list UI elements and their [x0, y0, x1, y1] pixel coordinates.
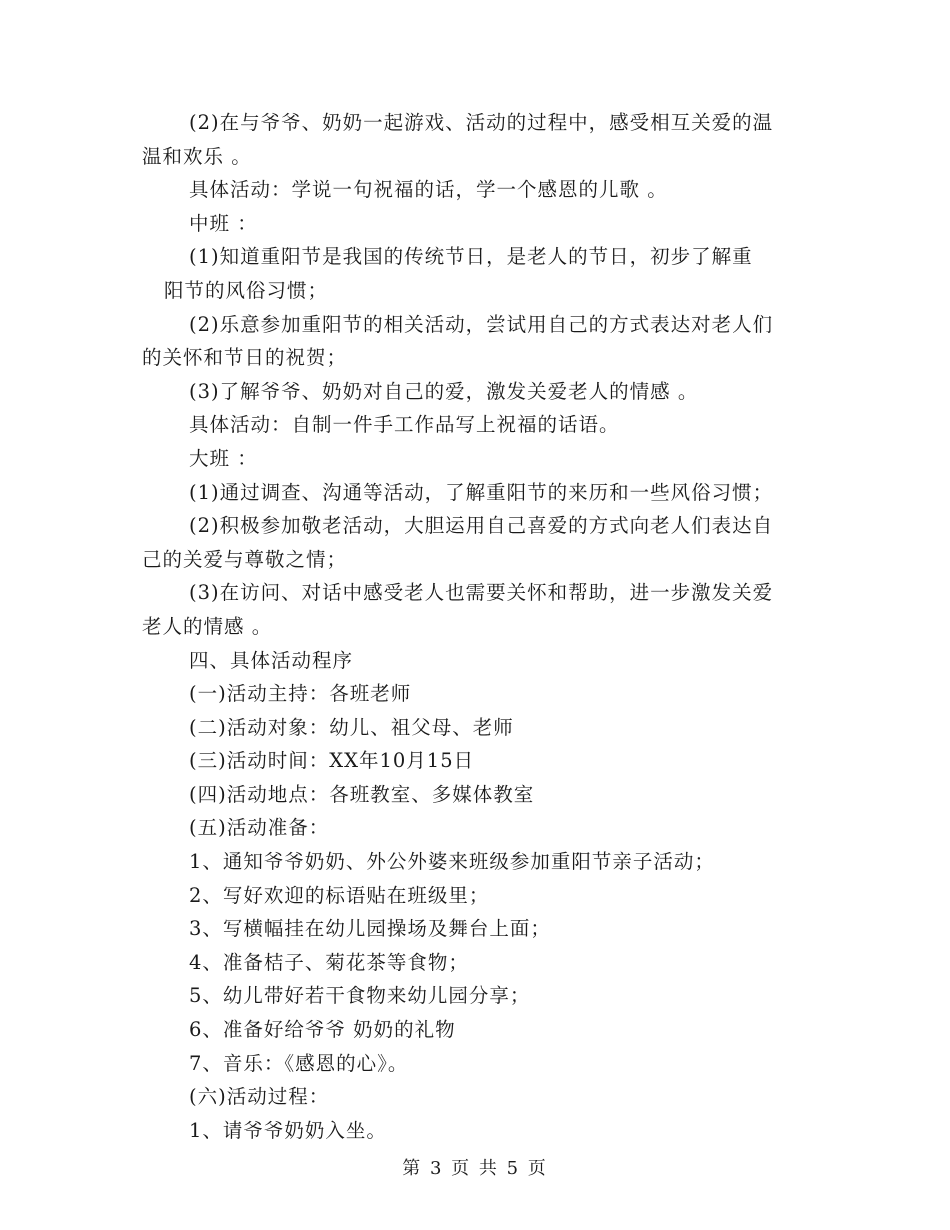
text-line: 1、请爷爷奶奶入坐。: [189, 1118, 387, 1142]
text-line: (一)活动主持：各班老师: [189, 682, 412, 706]
text-line: (1)通过调查、沟通等活动，了解重阳节的来历和一些风俗习惯；: [189, 480, 774, 504]
text-line: 6、准备好给爷爷 奶奶的礼物: [189, 1018, 456, 1042]
text-line: (2)积极参加敬老活动，大胆运用自己喜爱的方式向老人们表达自: [189, 514, 774, 538]
text-line: (三)活动时间：XX年10月15日: [189, 749, 475, 773]
text-line: 老人的情感 。: [142, 614, 273, 638]
text-line: (五)活动准备：: [189, 816, 330, 840]
text-line: 中班 ：: [189, 211, 258, 235]
text-line: 5、幼儿带好若干食物来幼儿园分享；: [189, 984, 531, 1008]
text-line: 1、通知爷爷奶奶、外公外婆来班级参加重阳节亲子活动；: [189, 850, 715, 874]
text-line: 7、音乐：《感恩的心》。: [189, 1051, 409, 1075]
text-line: (二)活动对象：幼儿、祖父母、老师: [189, 715, 514, 739]
text-line: (3)了解爷爷、奶奶对自己的爱，激发关爱老人的情感 。: [189, 379, 699, 403]
text-line: (六)活动过程：: [189, 1085, 330, 1109]
text-line: 2、写好欢迎的标语贴在班级里；: [189, 883, 490, 907]
text-line: (2)在与爷爷、奶奶一起游戏、活动的过程中，感受相互关爱的温: [189, 111, 774, 134]
text-line: (3)在访问、对话中感受老人也需要关怀和帮助，进一步激发关爱: [189, 581, 774, 605]
text-line: 4、准备桔子、菊花茶等食物；: [189, 950, 469, 974]
text-line: (2)乐意参加重阳节的相关活动，尝试用自己的方式表达对老人们: [189, 312, 774, 336]
text-line: 具体活动：学说一句祝福的话，学一个感恩的儿歌 。: [189, 178, 668, 202]
document-body: [142, 106, 814, 1147]
text-line: 四、具体活动程序: [189, 648, 354, 672]
text-line: 具体活动：自制一件手工作品写上祝福的话语。: [189, 413, 620, 437]
text-line: 阳节的风俗习惯；: [164, 278, 329, 302]
text-line: 大班 ：: [189, 446, 258, 470]
text-line: 3、写横幅挂在幼儿园操场及舞台上面；: [189, 917, 551, 941]
text-line: (四)活动地点：各班教室、多媒体教室: [189, 782, 535, 806]
text-line: (1)知道重阳节是我国的传统节日，是老人的节日，初步了解重: [189, 245, 753, 269]
text-line: 的关怀和节日的祝贺；: [142, 346, 348, 370]
text-line: 温和欢乐 。: [142, 144, 252, 168]
page-number-footer: 第 3 页 共 5 页: [402, 1158, 548, 1179]
text-line: 己的关爱与尊敬之情；: [142, 547, 348, 571]
